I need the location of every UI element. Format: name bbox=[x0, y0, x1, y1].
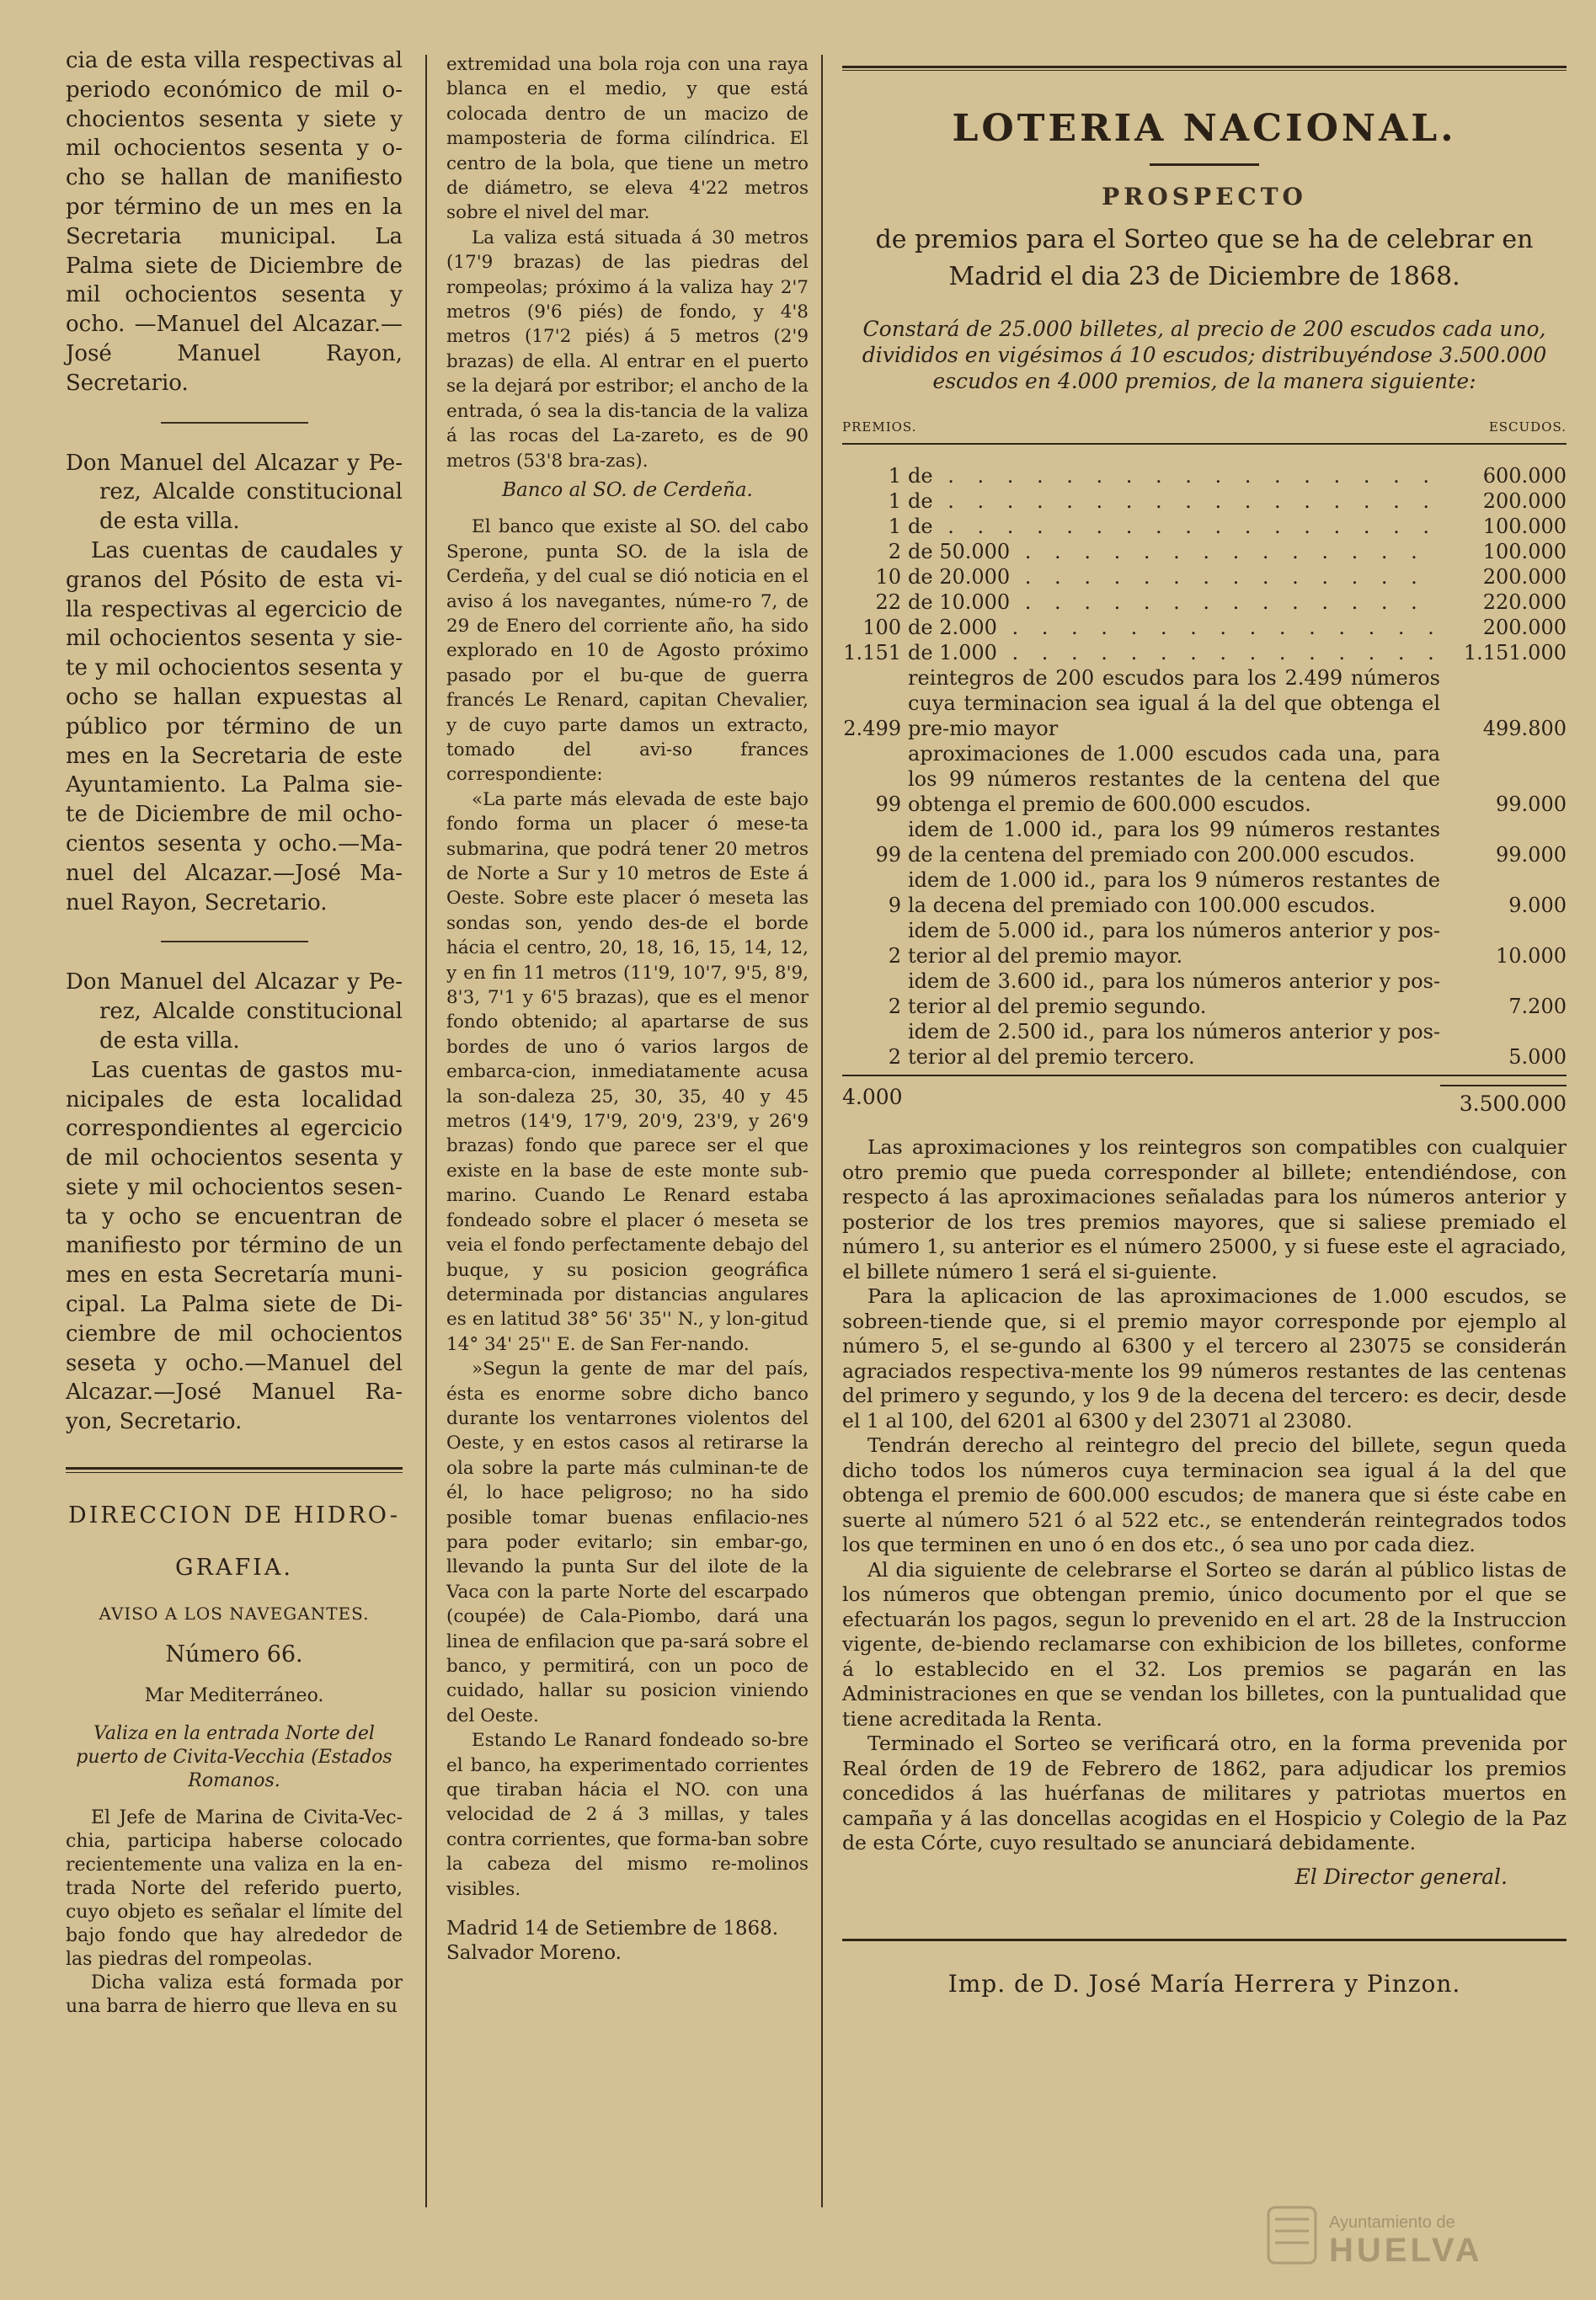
notice-subtitle: Valiza en la entrada Norte del puerto de Civita-Vecchia (Estados Romanos. bbox=[76, 1723, 392, 1792]
prize-count: 2 bbox=[888, 540, 901, 563]
column-rule bbox=[425, 55, 427, 2207]
note-paragraph: Para la aplicacion de las aproximaciones de 1.000 escudos, se sobreen-tiende que, si el premio mayor corresponde por ejemplo al número 5, el se-gundo al 6300 y el tercero al 23075 se considerán agraciados respectiva-mente los 99 números restantes de las centenas del primero y segundo, y los 9 de la decena del tercero: es decir, desde el 1 al 100, del 6201 al 6300 y del 23071 al 23080. bbox=[842, 1284, 1567, 1433]
notice-heading: Don Manuel del Alcazar y Pe-rez, Alcalde constitucional de esta villa. bbox=[66, 450, 403, 535]
notice-paragraph: extremidad una bola roja con una raya blanca en el medio, y que está colocada dentro de un macizo de mamposteria de forma cilíndrica. El centro de la bola, que tiene un metro de diámetro, se eleva 4'22 metros sobre el nivel del mar. bbox=[446, 54, 809, 224]
prize-count: 22 bbox=[875, 590, 901, 614]
prize-amount: 99.000 bbox=[1496, 843, 1567, 867]
prize-count: 1 bbox=[888, 515, 901, 538]
total-count: 4.000 bbox=[842, 1085, 903, 1109]
column-2 bbox=[446, 52, 809, 1966]
director-signature: El Director general. bbox=[1294, 1864, 1508, 1889]
prize-amount: 600.000 bbox=[1482, 464, 1567, 488]
number-heading: Número 66. bbox=[165, 1641, 303, 1668]
note-paragraph: Tendrán derecho al reintegro del precio del billete, segun queda dicho todos los números cuya terminacion sea igual á la del que obtenga el premio de 600.000 escudos; de manera que si éste cabe en suerte al número 521 ó al 522 etc., se entenderán reintegrados todos los que terminen en uno ó en dos etc., ó sea uno por cada diez. bbox=[842, 1433, 1567, 1556]
notice-signer: Salvador Moreno. bbox=[446, 1942, 622, 1965]
prize-row bbox=[842, 539, 1567, 564]
prize-row bbox=[842, 463, 1567, 488]
imprint-line: Imp. de D. José María Herrera y Pinzon. bbox=[947, 1969, 1461, 1998]
prize-amount: 1.151.000 bbox=[1463, 641, 1567, 664]
prize-count: 99 bbox=[875, 792, 901, 816]
prize-count: 100 bbox=[862, 616, 901, 639]
watermark-line2: HUELVA bbox=[1329, 2232, 1483, 2269]
notice-date: Madrid 14 de Setiembre de 1868. bbox=[446, 1918, 779, 1940]
prize-row bbox=[842, 918, 1567, 969]
prize-row bbox=[842, 590, 1567, 615]
prize-count: 1 bbox=[888, 489, 901, 513]
prize-count: 2.499 bbox=[843, 717, 901, 740]
prize-count: 99 bbox=[875, 843, 901, 867]
prize-amount: 7.200 bbox=[1508, 995, 1567, 1018]
prize-count: 1.151 bbox=[843, 641, 901, 664]
notice-paragraph: La valiza está situada á 30 metros (17'9 brazas) de las piedras del rompeolas; próximo á la valiza hay 2'7 metros (9'6 piés) de fondo, y 4'8 metros (17'2 piés) á 5 metros (2'9 brazas) de ella. Al entrar en el puerto se la dejará por estribor; el ancho de la entrada, ó sea la dis-tancia de la valiza á las rocas del La-zareto, es de 90 metros (53'8 bra-zas). bbox=[446, 227, 809, 472]
divider bbox=[161, 941, 308, 942]
prize-description: idem de 5.000 id., para los números anterior y pos-terior al del premio mayor. bbox=[908, 919, 1440, 968]
prize-amount: 100.000 bbox=[1482, 515, 1567, 538]
shield-icon bbox=[1268, 2207, 1316, 2263]
prize-description: de . . . bbox=[908, 488, 1440, 514]
header-premios: PREMIOS. bbox=[842, 419, 917, 435]
prize-row bbox=[842, 665, 1567, 741]
note-paragraph: Al dia siguiente de celebrarse el Sorteo se darán al público listas de los números que obtengan premio, único documento por el que se efectuarán los pagos, segun lo prevenido en el art. 28 de la Instruccion vigente, de-biendo reclamarse con exhibicion de los billetes, conforme á lo establecido en el 32. Los premios se pagarán en las Administraciones en que se vendan los billetes, con la puntualidad que tiene acreditada la Renta. bbox=[842, 1557, 1567, 1731]
section-heading: DIRECCION DE HIDRO- bbox=[67, 1502, 401, 1529]
prize-description: de . . . bbox=[908, 514, 1440, 539]
prize-amount: 499.800 bbox=[1482, 717, 1567, 740]
notice-paragraph: Dicha valiza está formada por una barra de hierro que lleva en su bbox=[66, 1972, 403, 2018]
prize-amount: 200.000 bbox=[1482, 616, 1567, 639]
prize-row bbox=[842, 488, 1567, 514]
huelva-watermark-logo bbox=[1263, 2202, 1558, 2270]
notice-paragraph: Las cuentas de gastos mu-nicipales de esta localidad correspondientes al egercicio de mil ochocientos sesenta y siete y mil ochocientos sesen-ta y ocho se encuentran de manifiesto por término de un mes en esta Secretaría muni-cipal. La Palma siete de Di-ciembre de mil ochocientos seseta y ocho.—Manuel del Alcazar.—José Manuel Ra-yon, Secretario. bbox=[66, 1057, 403, 1435]
prize-description: idem de 3.600 id., para los números anterior y pos-terior al del premio segundo. bbox=[908, 969, 1440, 1018]
prize-count: 2 bbox=[888, 944, 901, 968]
prize-totals bbox=[842, 1075, 1567, 1117]
lead-text: de premios para el Sorteo que se ha de celebrar en Madrid el dia 23 de Diciembre de 1868. bbox=[875, 225, 1534, 291]
header-escudos: ESCUDOS. bbox=[1488, 419, 1567, 435]
notice-paragraph: «La parte más elevada de este bajo fondo forma un placer ó mese-ta submarina, que podrá tener 20 metros de Norte a Sur y 10 metros de Este á Oeste. Sobre este placer ó meseta las sondas son, yendo des-de el borde hácia el centro, 20, 18, 16, 15, 14, 12, y en fin 11 metros (11'9, 10'7, 9'5, 8'9, 8'3, 7'1 y 6'5 brazas), que es el menor fondo obtenido; al apartarse de sus bordes de uno ó varios largos de embarca-cion, inmediatamente acusa la son-daleza 25, 30, 35, 40 y 45 metros (14'9, 17'9, 20'9, 23'9, y 26'9 brazas) fondo que parece ser el que existe en la base de este monte sub-marino. Cuando Le Renard estaba fondeado sobre el placer ó meseta se veia el fondo perfectamente debajo del buque, y su posicion geográfica determinada por distancias angulares es en latitud 38° 56' 35'' N., y lon-gitud 14° 34' 25'' E. de San Fer-nando. bbox=[446, 788, 809, 1355]
lottery-notes bbox=[842, 1135, 1567, 1856]
conditions-text: Constará de 25.000 billetes, al precio de 200 escudos cada uno, divididos en vigésimos á 10 escudos; distribuyéndose 3.500.000 escudos en 4.000 premios, de la manera siguiente: bbox=[862, 317, 1547, 393]
prize-row bbox=[842, 867, 1567, 918]
prize-table bbox=[842, 463, 1567, 1070]
prize-row bbox=[842, 514, 1567, 539]
prize-amount: 10.000 bbox=[1496, 944, 1567, 968]
prize-amount: 9.000 bbox=[1508, 894, 1567, 917]
prize-amount: 100.000 bbox=[1482, 540, 1567, 563]
notice-subtitle: Banco al SO. de Cerdeña. bbox=[502, 478, 753, 501]
prize-description: de 1.000 . . . bbox=[908, 640, 1440, 665]
column-rule bbox=[821, 55, 823, 2207]
prize-amount: 200.000 bbox=[1482, 489, 1567, 513]
prize-count: 2 bbox=[888, 995, 901, 1018]
prize-description: de 50.000 . . . bbox=[908, 539, 1440, 564]
notice-paragraph: »Segun la gente de mar del país, ésta es enorme sobre dicho banco durante los ventarrones violentos del Oeste, y en estos casos al retirarse la ola sobre la parte más culminan-te de él, lo hace peligroso; no ha sido posible tomar buenas enfilacio-nes para poder evitarlo; sin embar-go, llevando la punta Sur del ilote de la Vaca con la parte Norte del escarpado (coupée) de Cala-Piombo, dará una linea de enfilacion que pa-sará sobre el banco, y permitirá, con un poco de cuidado, hallar su posicion viniendo del Oeste. bbox=[446, 1358, 809, 1726]
prize-description: reintegros de 200 escudos para los 2.499 números cuya terminacion sea igual á la del que obtenga el pre-mio mayor bbox=[908, 666, 1440, 740]
prize-description: de . . . bbox=[908, 463, 1440, 488]
prize-count: 2 bbox=[888, 1045, 901, 1069]
prize-amount: 200.000 bbox=[1482, 565, 1567, 589]
prize-row bbox=[842, 741, 1567, 817]
total-amount: 3.500.000 bbox=[1440, 1085, 1567, 1117]
ornament-rule bbox=[1150, 163, 1259, 166]
prize-table-header bbox=[842, 414, 1567, 445]
notice-paragraph: El banco que existe al SO. del cabo Sperone, punta SO. de la isla de Cerdeña, y del cual se dió noticia en el aviso á los navegantes, núme-ro 7, de 29 de Enero del corriente año, ha sido explorado en 10 de Agosto próximo pasado por el bu-que de guerra francés Le Renard, capitan Chevalier, y de cuyo parte damos un extracto, tomado del avi-so frances correspondiente: bbox=[446, 516, 809, 786]
notice-paragraph: Las cuentas de caudales y granos del Pósito de esta vi-lla respectivas al egercicio de mil ochocientos sesenta y sie-te y mil ochocientos sesenta y ocho se hallan expuestas al público por término de un mes en la Secretaria de este Ayuntamiento. La Palma sie-te de Diciembre de mil ocho-cientos sesenta y ocho.—Ma-nuel del Alcazar.—José Ma-nuel Rayon, Secretario. bbox=[66, 537, 403, 915]
prize-amount: 5.000 bbox=[1508, 1045, 1567, 1069]
watermark-line1: Ayuntamiento de bbox=[1329, 2213, 1455, 2232]
sea-heading: Mar Mediterráneo. bbox=[144, 1684, 324, 1706]
note-paragraph: Terminado el Sorteo se verificará otro, en la forma prevenida por Real órden de 19 de Febrero de 1862, para adjudicar los premios concedidos á las huérfanas de militares y patriotas muertos en campaña y á las doncellas acogidas en el Hospicio y Colegio de la Paz de esta Córte, cuyo resultado se anunciará debidamente. bbox=[842, 1732, 1567, 1854]
prize-description: idem de 1.000 id., para los 99 números restantes de la centena del premiado con 200.000 escudos. bbox=[908, 818, 1440, 867]
imprint-rule bbox=[842, 1939, 1567, 1941]
lottery-section bbox=[842, 66, 1567, 1997]
notice-paragraph: El Jefe de Marina de Civita-Vec-chia, participa haberse colocado recientemente una valiza en la en-trada Norte del referido puerto, cuyo objeto es señalar el límite del bajo fondo que hay alrededor de las piedras del rompeolas. bbox=[66, 1807, 403, 1971]
prize-row bbox=[842, 817, 1567, 867]
prize-row bbox=[842, 640, 1567, 665]
prize-amount: 99.000 bbox=[1496, 792, 1567, 816]
prize-description: de 10.000 . . . bbox=[908, 590, 1440, 615]
prospectus-heading: PROSPECTO bbox=[1102, 183, 1307, 211]
section-heading: GRAFIA. bbox=[175, 1555, 293, 1582]
prize-description: idem de 1.000 id., para los 9 números restantes de la decena del premiado con 100.000 escudos. bbox=[908, 868, 1440, 917]
top-rule bbox=[842, 66, 1567, 71]
note-paragraph: Las aproximaciones y los reintegros son compatibles con cualquier otro premio que pueda corresponder al billete; entendiéndose, con respecto á las aproximaciones señaladas para los números anterior y posterior de los tres premios mayores, que si saliese premiado el número 1, su anterior es el número 25000, y si fuese este el agraciado, el billete número 1 será el si-guiente. bbox=[842, 1135, 1567, 1283]
prize-row bbox=[842, 1019, 1567, 1070]
prize-description: aproximaciones de 1.000 escudos cada una, para los 99 números restantes de la centena del que obtenga el premio de 600.000 escudos. bbox=[908, 742, 1440, 816]
column-1 bbox=[66, 46, 403, 2019]
notice-paragraph: Estando Le Ranard fondeado so-bre el banco, ha experimentado corrientes que tiraban hácia el NO. con una velocidad de 2 á 3 millas, y tales contra corrientes, que forma-ban sobre la cabeza del mismo re-molinos visibles. bbox=[446, 1730, 809, 1900]
prize-count: 10 bbox=[875, 565, 901, 589]
prize-description: de 20.000 . . . bbox=[908, 564, 1440, 590]
lottery-title: LOTERIA NACIONAL. bbox=[952, 107, 1457, 150]
prize-description: de 2.000 . . . bbox=[908, 615, 1440, 640]
prize-count: 9 bbox=[888, 894, 901, 917]
prize-row bbox=[842, 564, 1567, 590]
prize-amount: 220.000 bbox=[1482, 590, 1567, 614]
notice-paragraph: cia de esta villa respectivas al periodo económico de mil o-chocientos sesenta y siete y mil ochocientos sesenta y o-cho se hallan de manifiesto por término de un mes en la Secretaria municipal. La Palma siete de Diciembre de mil ochocientos sesenta y ocho. —Manuel del Alcazar.—José Manuel Rayon, Secretario. bbox=[66, 48, 403, 396]
notice-heading: Don Manuel del Alcazar y Pe-rez, Alcalde constitucional de esta villa. bbox=[66, 969, 403, 1054]
prize-count: 1 bbox=[888, 464, 901, 488]
subheading: AVISO A LOS NAVEGANTES. bbox=[99, 1604, 370, 1625]
prize-row bbox=[842, 969, 1567, 1019]
divider bbox=[161, 422, 308, 424]
section-rule bbox=[66, 1467, 403, 1473]
prize-row bbox=[842, 615, 1567, 640]
prize-description: idem de 2.500 id., para los números anterior y pos-terior al del premio tercero. bbox=[908, 1020, 1440, 1069]
